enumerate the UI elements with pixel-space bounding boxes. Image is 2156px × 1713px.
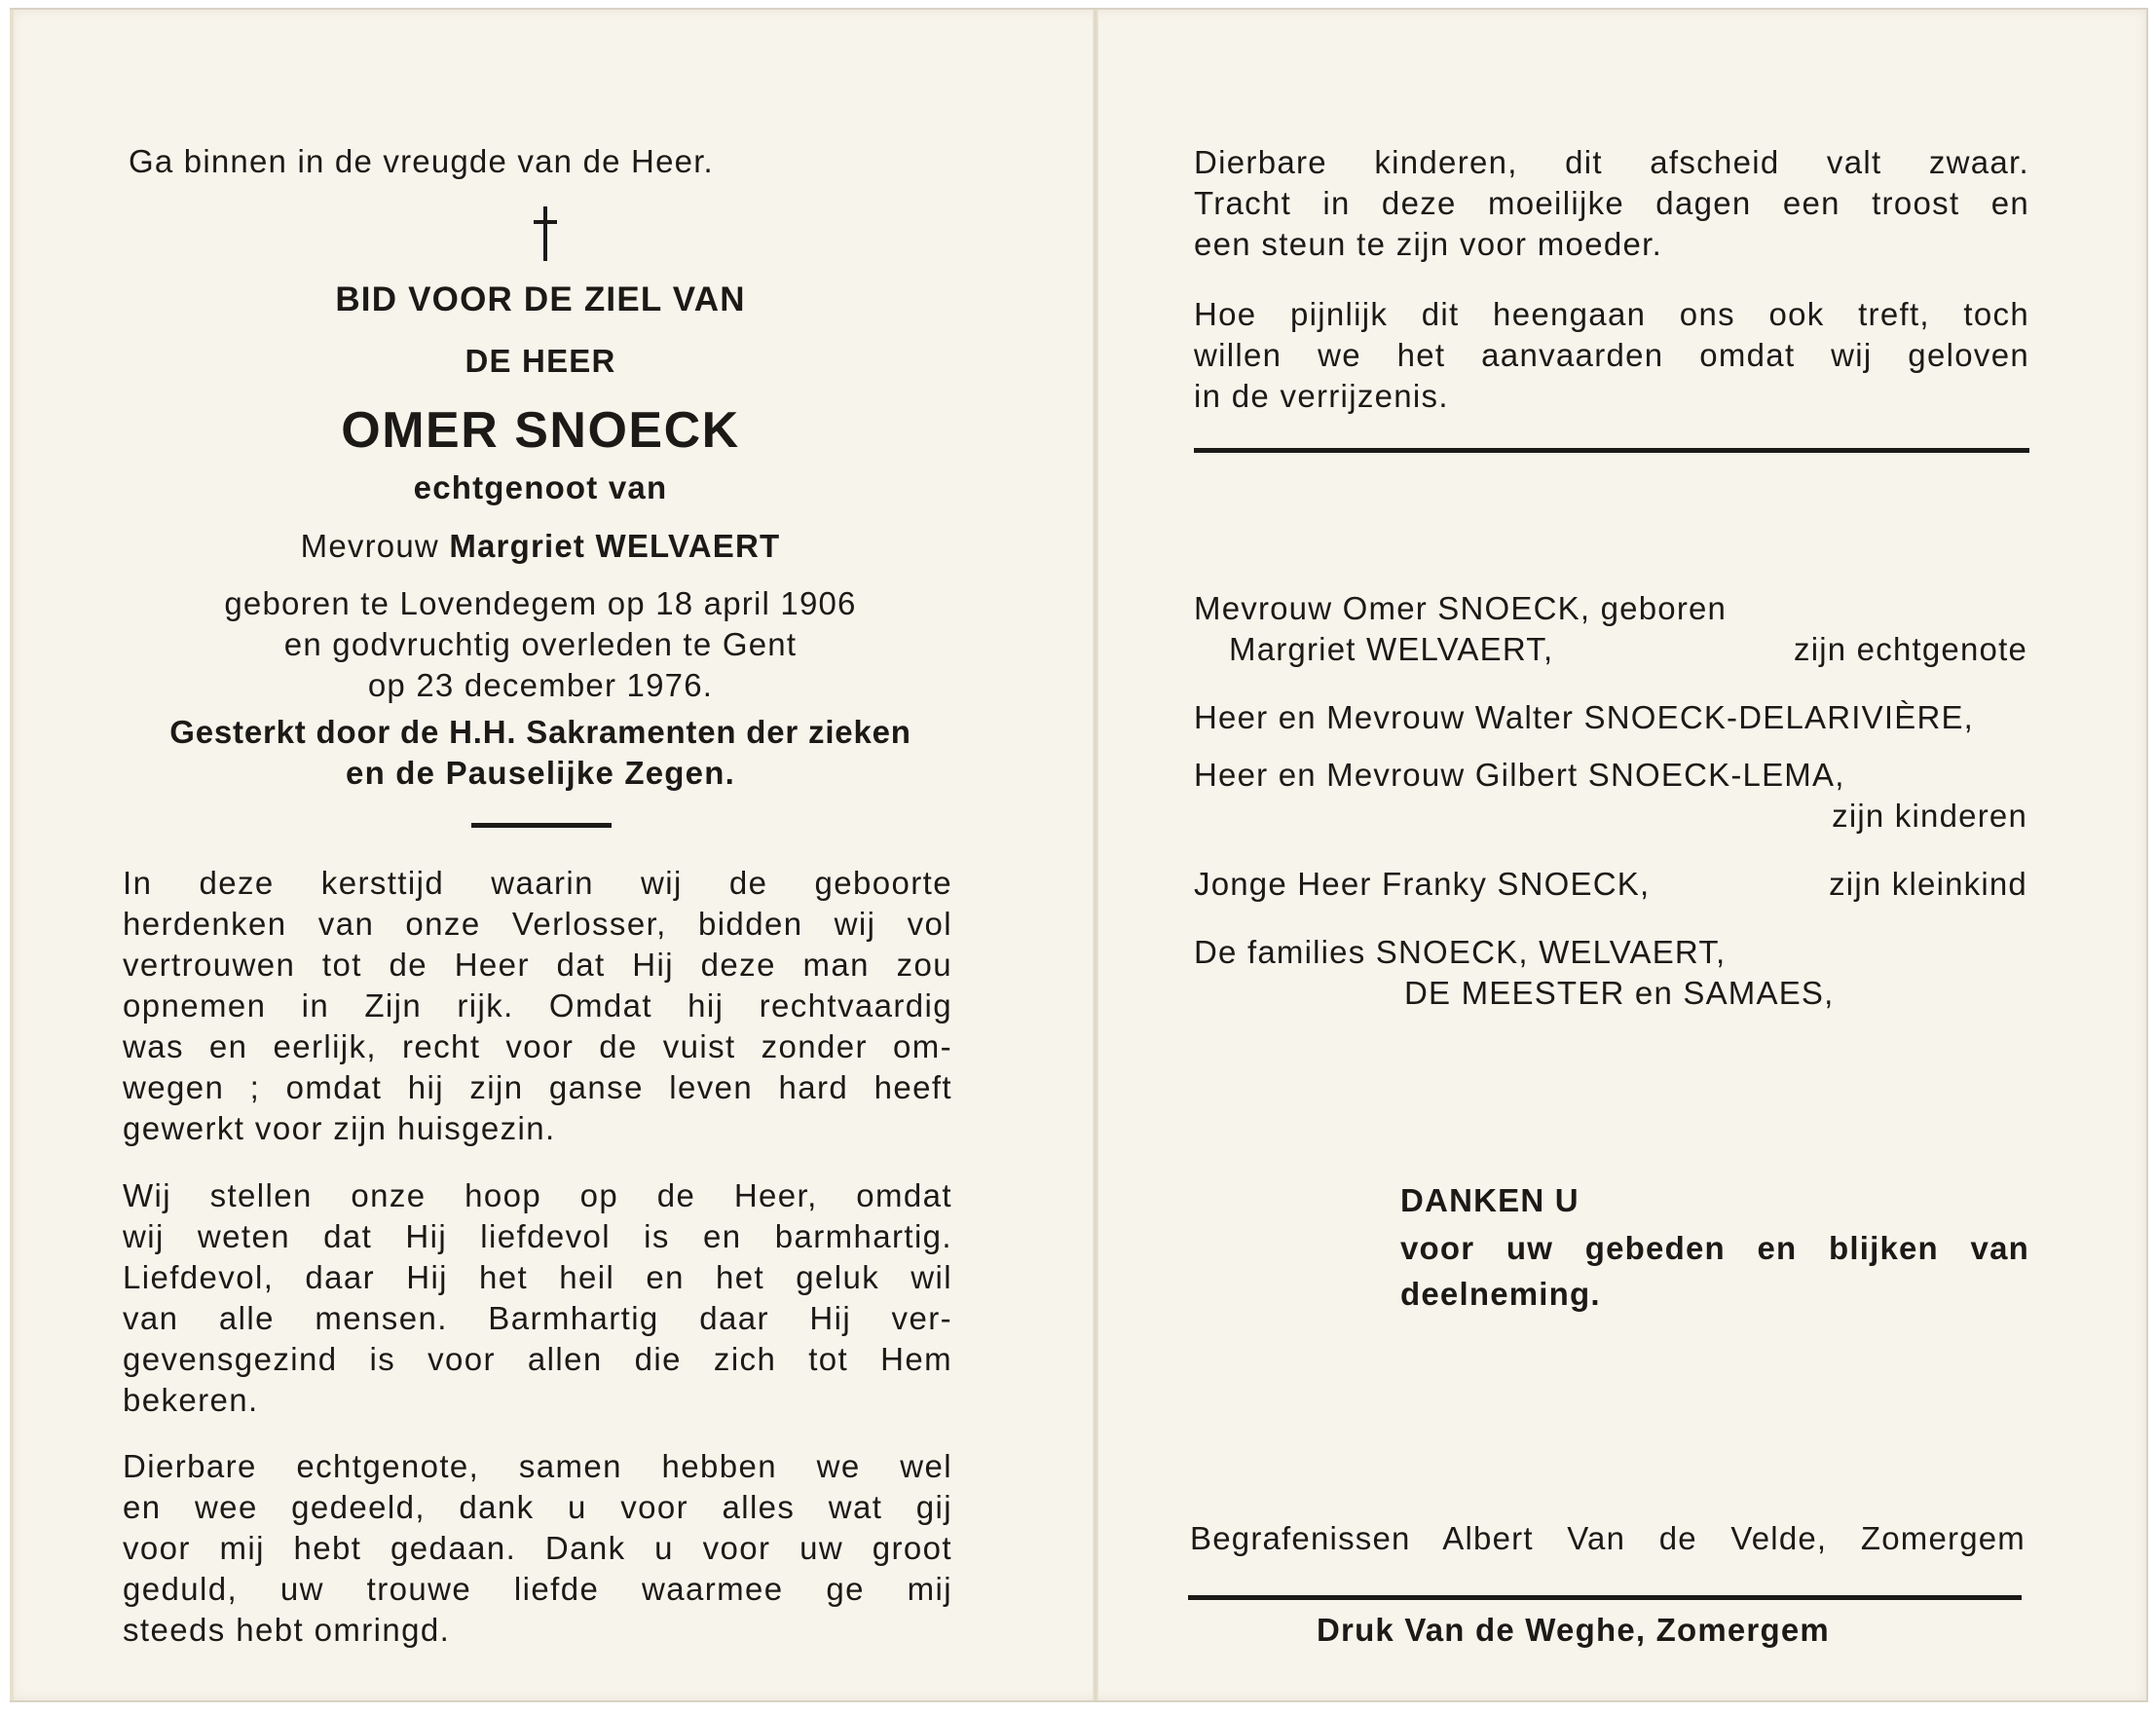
title-heer: DE HEER <box>465 343 616 379</box>
thanks-title: DANKEN U <box>1400 1182 1580 1218</box>
text-line: wegen ; omdat hij zijn ganse leven hard heeft <box>123 1069 952 1105</box>
text-line: Liefdevol, daar Hij het heil en het geluk wil <box>123 1259 952 1295</box>
pray-heading: BID VOOR DE ZIEL VAN <box>335 280 746 318</box>
thanks-line2: deelneming. <box>1400 1276 1601 1312</box>
spouse-name: Margriet WELVAERT <box>449 528 781 564</box>
widow-maiden-name: Margriet WELVAERT, <box>1229 631 1554 667</box>
widow-name: Mevrouw Omer SNOECK, geboren <box>1194 590 1728 626</box>
text-line: gewerkt voor zijn huisgezin. <box>123 1110 556 1146</box>
text-line: Wij stellen onze hoop op de Heer, omdat <box>123 1177 952 1213</box>
card-edge <box>10 10 14 1700</box>
text-line: herdenken van onze Verlosser, bidden wij vol <box>123 906 952 942</box>
text-line: gevensgezind is voor allen die zich tot Hem <box>123 1341 952 1377</box>
paragraph-children <box>1194 142 2029 265</box>
sacraments-line1: Gesterkt door de H.H. Sakramenten der zieken <box>169 714 911 750</box>
death-date: op 23 december 1976. <box>367 667 714 703</box>
death-line: en godvruchtig overleden te Gent <box>283 626 798 662</box>
card-fold <box>1093 10 1098 1700</box>
text-line: een steun te zijn voor moeder. <box>1194 226 1663 262</box>
intro-verse: Ga binnen in de vreugde van de Heer. <box>129 143 714 179</box>
paragraph-spouse <box>123 1446 952 1651</box>
text-line: Dierbare echtgenote, samen hebben we wel <box>123 1448 952 1484</box>
divider <box>1188 1595 2022 1600</box>
text-line: opnemen in Zijn rijk. Omdat hij rechtvaardig <box>123 987 952 1024</box>
paragraph-resurrection <box>1194 294 2029 417</box>
text-line: Tracht in deze moeilijke dagen een troost en <box>1194 185 2029 221</box>
thanks-line1: voor uw gebeden en blijken van <box>1400 1230 2029 1266</box>
text-line: in de verrijzenis. <box>1194 378 1449 414</box>
child-name: Heer en Mevrouw Walter SNOECK-DELARIVIÈRE, <box>1194 699 1975 735</box>
text-line: geduld, uw trouwe liefde waarmee ge mij <box>123 1571 952 1607</box>
funeral-director: Begrafenissen Albert Van de Velde, Zomergem <box>1190 1520 2026 1556</box>
divider <box>1194 448 2029 453</box>
spouse-line <box>117 526 964 567</box>
spouse-of: echtgenoot van <box>413 469 668 505</box>
divider <box>471 823 612 828</box>
cross-icon <box>534 206 557 261</box>
text-line: Dierbare kinderen, dit afscheid valt zwaar. <box>1194 144 2029 180</box>
text-line: bekeren. <box>123 1382 259 1418</box>
spouse-prefix: Mevrouw <box>300 528 439 564</box>
paragraph-hope <box>123 1175 952 1421</box>
text-line: vertrouwen tot de Heer dat Hij deze man zou <box>123 947 952 983</box>
deceased-name: OMER SNOECK <box>341 402 740 459</box>
text-line: voor mij hebt gedaan. Dank u voor uw groot <box>123 1530 952 1566</box>
child-name: Heer en Mevrouw Gilbert SNOECK-LEMA, <box>1194 757 1845 793</box>
text-line: In deze kersttijd waarin wij de geboorte <box>123 865 952 901</box>
printer-credit: Druk Van de Weghe, Zomergem <box>1317 1612 1830 1648</box>
text-line: van alle mensen. Barmhartig daar Hij ver- <box>123 1300 952 1336</box>
sacraments-line2: en de Pauselijke Zegen. <box>346 755 735 791</box>
text-line: wij weten dat Hij liefdevol is en barmhartig. <box>123 1218 952 1254</box>
grandchild-name: Jonge Heer Franky SNOECK, <box>1194 866 1651 902</box>
text-line: en wee gedeeld, dank u voor alles wat gij <box>123 1489 952 1525</box>
widow-role: zijn echtgenote <box>1794 631 2027 667</box>
text-line: steeds hebt omringd. <box>123 1612 451 1648</box>
text-line: Hoe pijnlijk dit heengaan ons ook treft, toch <box>1194 296 2029 332</box>
text-line: willen we het aanvaarden omdat wij geloven <box>1194 337 2029 373</box>
birth-line: geboren te Lovendegem op 18 april 1906 <box>224 585 857 621</box>
families-names: De families SNOECK, WELVAERT, <box>1194 934 1727 970</box>
grandchild-role: zijn kleinkind <box>1829 866 2027 902</box>
families-names: DE MEESTER en SAMAES, <box>1404 975 1835 1011</box>
paragraph-christmas <box>123 863 952 1149</box>
text-line: was en eerlijk, recht voor de vuist zonder om- <box>123 1028 952 1064</box>
children-role: zijn kinderen <box>1832 798 2027 834</box>
